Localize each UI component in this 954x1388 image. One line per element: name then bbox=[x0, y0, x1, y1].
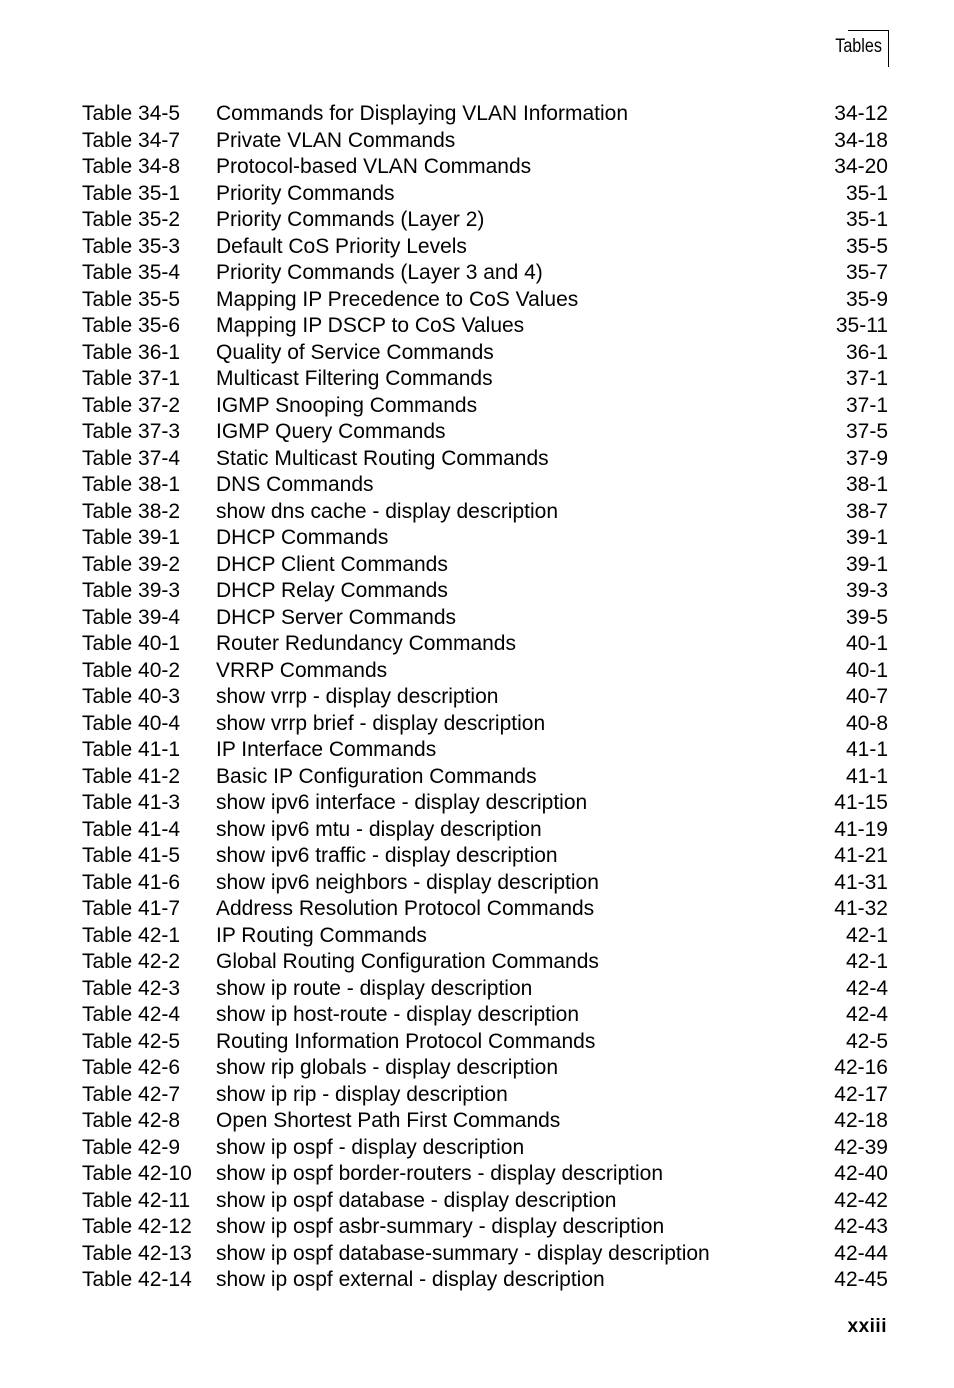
toc-entry[interactable] bbox=[82, 764, 888, 791]
page-reference[interactable]: 42-4 bbox=[845, 1003, 888, 1026]
toc-entry[interactable] bbox=[82, 1241, 888, 1268]
toc-entry[interactable] bbox=[82, 1267, 888, 1294]
table-number: Table 40-3 bbox=[82, 685, 181, 708]
page-reference[interactable]: 37-1 bbox=[845, 367, 888, 390]
table-title[interactable]: Mapping IP DSCP to CoS Values bbox=[216, 314, 525, 337]
page-reference[interactable]: 42-44 bbox=[834, 1241, 888, 1265]
table-title[interactable]: Basic IP Configuration Commands bbox=[216, 764, 537, 788]
table-title[interactable]: Private VLAN Commands bbox=[216, 128, 456, 152]
table-title[interactable]: Priority Commands (Layer 2) bbox=[216, 208, 485, 231]
table-title[interactable]: DHCP Client Commands bbox=[216, 552, 448, 576]
table-title[interactable]: show ip rip - display description bbox=[216, 1082, 508, 1106]
table-number: Table 37-4 bbox=[82, 446, 181, 470]
toc-entry[interactable] bbox=[82, 843, 888, 870]
table-title[interactable]: show ipv6 traffic - display description bbox=[216, 844, 558, 867]
toc-entry[interactable] bbox=[82, 181, 888, 208]
table-title[interactable]: show ip ospf border-routers - display description bbox=[216, 1162, 664, 1185]
table-title[interactable]: Protocol-based VLAN Commands bbox=[216, 155, 532, 178]
table-number: Table 35-2 bbox=[82, 208, 181, 231]
table-number: Table 35-3 bbox=[82, 234, 181, 258]
table-title[interactable]: show ipv6 interface - display description bbox=[216, 791, 588, 814]
page-reference[interactable]: 39-1 bbox=[845, 552, 888, 576]
table-title[interactable]: IGMP Snooping Commands bbox=[216, 393, 478, 417]
page-reference[interactable]: 41-1 bbox=[845, 738, 888, 761]
table-title[interactable]: IP Interface Commands bbox=[216, 738, 437, 761]
table-number: Table 41-4 bbox=[82, 817, 181, 841]
toc-entry[interactable] bbox=[82, 499, 888, 526]
page-reference[interactable]: 42-16 bbox=[834, 1056, 888, 1079]
page-reference[interactable]: 42-4 bbox=[845, 976, 888, 1000]
table-number: Table 41-7 bbox=[82, 897, 181, 920]
toc-entry[interactable] bbox=[82, 287, 888, 314]
table-number: Table 38-1 bbox=[82, 473, 181, 496]
toc-entry[interactable] bbox=[82, 393, 888, 420]
page-reference[interactable]: 42-42 bbox=[834, 1188, 888, 1212]
table-number: Table 41-5 bbox=[82, 844, 181, 867]
table-number: Table 41-6 bbox=[82, 870, 181, 894]
page-reference[interactable]: 41-32 bbox=[834, 897, 888, 920]
page-reference[interactable]: 34-18 bbox=[834, 128, 888, 152]
page-reference[interactable]: 41-15 bbox=[834, 791, 888, 814]
toc-entry[interactable] bbox=[82, 207, 888, 234]
page-reference[interactable]: 35-7 bbox=[845, 261, 888, 284]
toc-entry[interactable] bbox=[82, 578, 888, 605]
table-number: Table 40-4 bbox=[82, 711, 181, 735]
toc-entry[interactable] bbox=[82, 658, 888, 685]
list-of-tables bbox=[82, 101, 888, 1294]
page-reference[interactable]: 41-31 bbox=[834, 870, 888, 894]
toc-entry[interactable] bbox=[82, 1188, 888, 1215]
toc-entry[interactable] bbox=[82, 446, 888, 473]
page-reference[interactable]: 42-17 bbox=[834, 1082, 888, 1106]
table-title[interactable]: show vrrp brief - display description bbox=[216, 711, 546, 735]
table-number: Table 41-3 bbox=[82, 791, 181, 814]
table-number: Table 39-3 bbox=[82, 579, 181, 602]
toc-entry[interactable] bbox=[82, 870, 888, 897]
toc-entry[interactable] bbox=[82, 790, 888, 817]
table-number: Table 42-3 bbox=[82, 976, 181, 1000]
table-number: Table 34-8 bbox=[82, 155, 181, 178]
page-reference[interactable]: 35-11 bbox=[835, 314, 888, 337]
section-label: Tables bbox=[835, 36, 882, 57]
toc-entry[interactable] bbox=[82, 260, 888, 287]
page-reference[interactable]: 42-1 bbox=[845, 923, 888, 947]
page-reference[interactable]: 38-1 bbox=[845, 473, 888, 496]
page-reference[interactable]: 39-1 bbox=[845, 526, 888, 549]
toc-entry[interactable] bbox=[82, 1055, 888, 1082]
page-reference[interactable]: 35-9 bbox=[845, 287, 888, 311]
toc-entry[interactable] bbox=[82, 711, 888, 738]
table-title[interactable]: Commands for Displaying VLAN Information bbox=[216, 102, 629, 125]
table-number: Table 35-6 bbox=[82, 314, 181, 337]
toc-entry[interactable] bbox=[82, 1135, 888, 1162]
page-reference[interactable]: 38-7 bbox=[845, 499, 888, 523]
table-title[interactable]: show ipv6 neighbors - display description bbox=[216, 870, 599, 894]
page-reference[interactable]: 41-1 bbox=[845, 764, 888, 788]
toc-entry[interactable] bbox=[82, 1082, 888, 1109]
table-number: Table 39-2 bbox=[82, 552, 181, 576]
table-title[interactable]: Router Redundancy Commands bbox=[216, 632, 516, 655]
table-title[interactable]: Static Multicast Routing Commands bbox=[216, 446, 549, 470]
toc-entry[interactable] bbox=[82, 313, 888, 340]
table-number: Table 42-2 bbox=[82, 950, 181, 973]
page-reference[interactable]: 35-1 bbox=[845, 208, 888, 231]
toc-entry[interactable] bbox=[82, 1108, 888, 1135]
table-title[interactable]: IP Routing Commands bbox=[216, 923, 427, 947]
toc-entry[interactable] bbox=[82, 1002, 888, 1029]
table-number: Table 35-5 bbox=[82, 287, 181, 311]
toc-entry[interactable] bbox=[82, 525, 888, 552]
table-number: Table 41-1 bbox=[82, 738, 181, 761]
table-title[interactable]: Address Resolution Protocol Commands bbox=[216, 897, 595, 920]
toc-entry[interactable] bbox=[82, 101, 888, 128]
toc-entry[interactable] bbox=[82, 340, 888, 367]
table-title[interactable]: show dns cache - display description bbox=[216, 499, 559, 523]
table-number: Table 38-2 bbox=[82, 499, 181, 523]
page-reference[interactable]: 42-18 bbox=[834, 1109, 888, 1132]
page-reference[interactable]: 40-1 bbox=[845, 632, 888, 655]
table-number: Table 39-1 bbox=[82, 526, 181, 549]
page-reference[interactable]: 39-5 bbox=[845, 605, 888, 629]
page-reference[interactable]: 37-1 bbox=[845, 393, 888, 417]
table-number: Table 42-8 bbox=[82, 1109, 181, 1132]
page-reference[interactable]: 41-21 bbox=[834, 844, 888, 867]
table-title[interactable]: show ipv6 mtu - display description bbox=[216, 817, 542, 841]
page-reference[interactable]: 36-1 bbox=[845, 340, 888, 364]
table-title[interactable]: show vrrp - display description bbox=[216, 685, 499, 708]
page-reference[interactable]: 42-40 bbox=[834, 1162, 888, 1185]
table-number: Table 37-2 bbox=[82, 393, 181, 417]
table-title[interactable]: show rip globals - display description bbox=[216, 1056, 558, 1079]
table-number: Table 40-2 bbox=[82, 658, 181, 682]
table-number: Table 40-1 bbox=[82, 632, 181, 655]
page-reference[interactable]: 37-5 bbox=[845, 420, 888, 443]
page-reference[interactable]: 42-39 bbox=[834, 1135, 888, 1159]
toc-entry[interactable] bbox=[82, 923, 888, 950]
table-number: Table 42-9 bbox=[82, 1135, 181, 1159]
table-title[interactable]: Priority Commands (Layer 3 and 4) bbox=[216, 261, 543, 284]
table-number: Table 42-10 bbox=[82, 1162, 192, 1185]
table-number: Table 34-5 bbox=[82, 102, 181, 125]
toc-entry[interactable] bbox=[82, 1214, 888, 1241]
table-title[interactable]: Routing Information Protocol Commands bbox=[216, 1029, 596, 1053]
toc-entry[interactable] bbox=[82, 472, 888, 499]
page-reference[interactable]: 40-7 bbox=[845, 685, 888, 708]
toc-entry[interactable] bbox=[82, 684, 888, 711]
page-reference[interactable]: 41-19 bbox=[834, 817, 888, 841]
table-number: Table 35-4 bbox=[82, 261, 181, 284]
toc-entry[interactable] bbox=[82, 366, 888, 393]
page-reference[interactable]: 37-9 bbox=[845, 446, 888, 470]
table-number: Table 42-1 bbox=[82, 923, 181, 947]
page-reference[interactable]: 40-8 bbox=[845, 711, 888, 735]
table-title[interactable]: Priority Commands bbox=[216, 181, 395, 205]
table-title[interactable]: Global Routing Configuration Commands bbox=[216, 950, 599, 973]
table-number: Table 42-14 bbox=[82, 1268, 192, 1291]
table-number: Table 42-13 bbox=[82, 1241, 192, 1265]
table-title[interactable]: Quality of Service Commands bbox=[216, 340, 494, 364]
table-title[interactable]: DNS Commands bbox=[216, 473, 374, 496]
toc-entry[interactable] bbox=[82, 552, 888, 579]
toc-entry[interactable] bbox=[82, 128, 888, 155]
page-reference[interactable]: 35-1 bbox=[845, 181, 888, 205]
page-reference[interactable]: 42-45 bbox=[834, 1268, 888, 1291]
table-title[interactable]: show ip route - display description bbox=[216, 976, 533, 1000]
toc-entry[interactable] bbox=[82, 817, 888, 844]
toc-entry[interactable] bbox=[82, 419, 888, 446]
table-number: Table 34-7 bbox=[82, 128, 181, 152]
toc-entry[interactable] bbox=[82, 896, 888, 923]
toc-entry[interactable] bbox=[82, 154, 888, 181]
page-reference[interactable]: 34-20 bbox=[834, 155, 888, 178]
table-number: Table 37-3 bbox=[82, 420, 181, 443]
table-title[interactable]: IGMP Query Commands bbox=[216, 420, 446, 443]
table-number: Table 37-1 bbox=[82, 367, 181, 390]
page-reference[interactable]: 39-3 bbox=[845, 579, 888, 602]
table-title[interactable]: show ip host-route - display description bbox=[216, 1003, 580, 1026]
table-number: Table 39-4 bbox=[82, 605, 181, 629]
toc-entry[interactable] bbox=[82, 949, 888, 976]
table-number: Table 42-6 bbox=[82, 1056, 181, 1079]
table-number: Table 42-11 bbox=[82, 1188, 191, 1212]
table-number: Table 42-12 bbox=[82, 1215, 192, 1238]
page-reference[interactable]: 42-43 bbox=[834, 1215, 888, 1238]
page-number: xxiii bbox=[847, 1316, 887, 1337]
table-title[interactable]: show ip ospf database-summary - display description bbox=[216, 1241, 710, 1265]
toc-entry[interactable] bbox=[82, 631, 888, 658]
table-title[interactable]: VRRP Commands bbox=[216, 658, 388, 682]
table-title[interactable]: Multicast Filtering Commands bbox=[216, 367, 493, 390]
table-number: Table 35-1 bbox=[82, 181, 181, 205]
page-reference[interactable]: 42-5 bbox=[845, 1029, 888, 1053]
toc-entry[interactable] bbox=[82, 605, 888, 632]
toc-entry[interactable] bbox=[82, 976, 888, 1003]
page-reference[interactable]: 40-1 bbox=[845, 658, 888, 682]
table-number: Table 36-1 bbox=[82, 340, 181, 364]
table-number: Table 42-4 bbox=[82, 1003, 181, 1026]
table-number: Table 41-2 bbox=[82, 764, 181, 788]
table-number: Table 42-5 bbox=[82, 1029, 181, 1053]
table-number: Table 42-7 bbox=[82, 1082, 181, 1106]
table-title[interactable]: DHCP Relay Commands bbox=[216, 579, 448, 602]
toc-entry[interactable] bbox=[82, 1029, 888, 1056]
table-title[interactable]: Default CoS Priority Levels bbox=[216, 234, 467, 258]
page-reference[interactable]: 42-1 bbox=[845, 950, 888, 973]
table-title[interactable]: Mapping IP Precedence to CoS Values bbox=[216, 287, 579, 311]
page-reference[interactable]: 35-5 bbox=[845, 234, 888, 258]
table-title[interactable]: show ip ospf - display description bbox=[216, 1135, 525, 1159]
page-reference[interactable]: 34-12 bbox=[834, 102, 888, 125]
toc-entry[interactable] bbox=[82, 737, 888, 764]
table-title[interactable]: Open Shortest Path First Commands bbox=[216, 1109, 561, 1132]
table-title[interactable]: show ip ospf database - display description bbox=[216, 1188, 617, 1212]
table-title[interactable]: DHCP Commands bbox=[216, 526, 389, 549]
toc-entry[interactable] bbox=[82, 234, 888, 261]
table-title[interactable]: show ip ospf asbr-summary - display description bbox=[216, 1215, 665, 1238]
table-title[interactable]: show ip ospf external - display description bbox=[216, 1268, 605, 1291]
toc-entry[interactable] bbox=[82, 1161, 888, 1188]
table-title[interactable]: DHCP Server Commands bbox=[216, 605, 457, 629]
